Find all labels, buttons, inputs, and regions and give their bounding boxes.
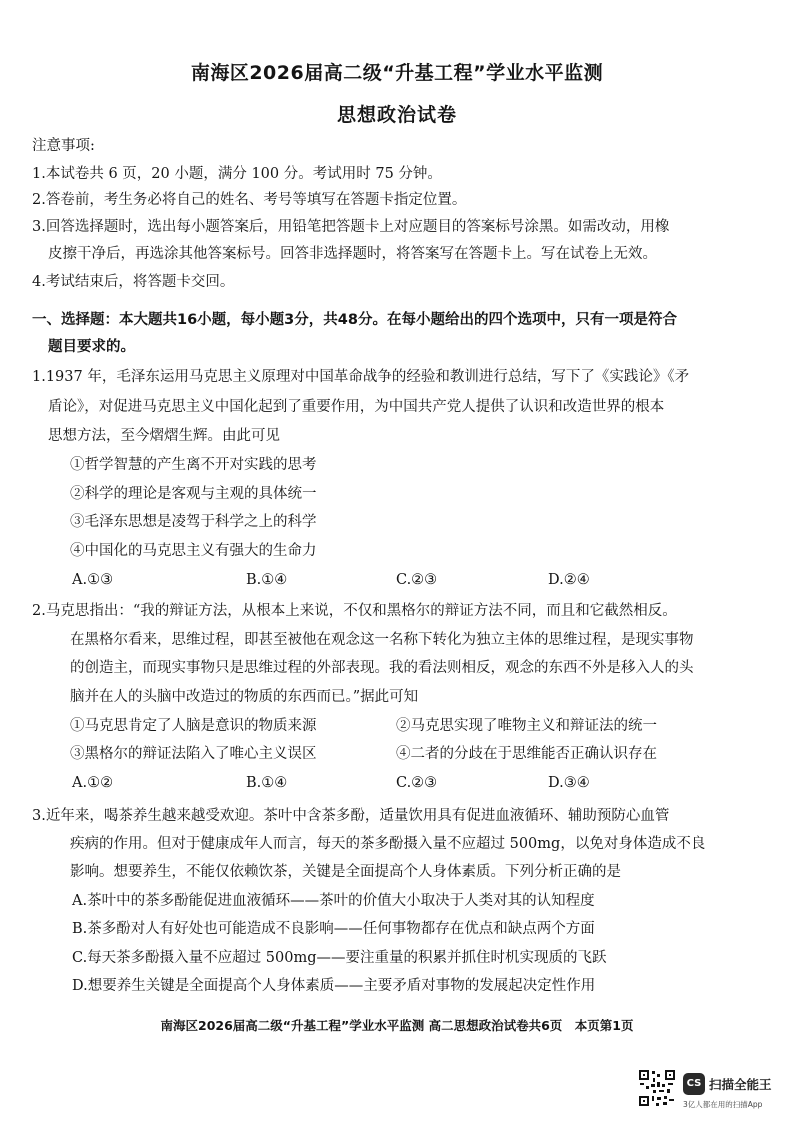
answer-option: D.②④ (548, 572, 590, 588)
question-stem: 2.马克思指出：“我的辩证方法，从根本上来说，不仅和黑格尔的辩证方法不同，而且和它截然相反。 (32, 603, 677, 619)
camscanner-logo-icon: CS (683, 1073, 705, 1095)
question-stem: 疾病的作用。但对于健康成年人而言，每天的茶多酚摄入量不应超过 500mg，以免对身体造成不良 (70, 836, 706, 852)
page-footer: 南海区2026届高二级“升基工程”学业水平监测 高二思想政治试卷共6页 本页第1页 (160, 1018, 634, 1033)
answer-option: B.茶多酚对人有好处也可能造成不良影响——任何事物都存在优点和缺点两个方面 (72, 921, 595, 937)
answer-option: C.②③ (396, 775, 438, 791)
statement-item: ④二者的分歧在于思维能否正确认识存在 (396, 746, 657, 762)
question-stem: 的创造主，而现实事物只是思维过程的外部表现。我的看法则相反，观念的东西不外是移入人的头 (70, 660, 694, 676)
statement-item: ②科学的理论是客观与主观的具体统一 (70, 486, 317, 502)
answer-option: B.①④ (246, 572, 288, 588)
exam-subtitle: 思想政治试卷 (336, 104, 457, 126)
notice-item: 皮擦干净后，再选涂其他答案标号。回答非选择题时，将答案写在答题卡上。写在试卷上无效。 (48, 246, 657, 262)
notice-heading: 注意事项: (32, 138, 95, 154)
answer-option: D.想要养生关键是全面提高个人身体素质——主要矛盾对事物的发展起决定性作用 (72, 978, 596, 994)
question-stem: 思想方法，至今熠熠生辉。由此可见 (48, 428, 280, 444)
statement-item: ④中国化的马克思主义有强大的生命力 (70, 543, 317, 559)
statement-item: ①马克思肯定了人脑是意识的物质来源 (70, 718, 317, 734)
question-stem: 影响。想要养生，不能仅依赖饮茶，关键是全面提高个人身体素质。下列分析正确的是 (70, 864, 621, 880)
section-heading: 一、选择题：本大题共16小题，每小题3分，共48分。在每小题给出的四个选项中，只有一项是符合 (32, 312, 677, 328)
exam-title: 南海区2026届高二级“升基工程”学业水平监测 (190, 62, 604, 84)
notice-item: 1.本试卷共 6 页，20 小题，满分 100 分。考试用时 75 分钟。 (32, 166, 442, 182)
answer-option: C.每天茶多酚摄入量不应超过 500mg——要注重量的积累并抓住时机实现质的飞跃 (72, 950, 607, 966)
answer-option: B.①④ (246, 775, 288, 791)
question-stem: 在黑格尔看来，思维过程，即甚至被他在观念这一名称下转化为独立主体的思维过程，是现实事物 (70, 632, 694, 648)
answer-option: C.②③ (396, 572, 438, 588)
answer-option: A.茶叶中的茶多酚能促进血液循环——茶叶的价值大小取决于人类对其的认知程度 (72, 893, 595, 909)
notice-item: 4.考试结束后，将答题卡交回。 (32, 274, 235, 290)
notice-item: 2.答卷前，考生务必将自己的姓名、考号等填写在答题卡指定位置。 (32, 192, 467, 208)
answer-option: D.③④ (548, 775, 590, 791)
camscanner-app-name: 扫描全能王 (709, 1077, 772, 1092)
question-stem: 盾论》，对促进马克思主义中国化起到了重要作用，为中国共产党人提供了认识和改造世界的根本 (48, 399, 665, 415)
statement-item: ①哲学智慧的产生离不开对实践的思考 (70, 457, 317, 473)
notice-item: 3.回答选择题时，选出每小题答案后，用铅笔把答题卡上对应题目的答案标号涂黑。如需改动，用橡 (32, 219, 670, 235)
answer-option: A.①③ (72, 572, 114, 588)
qr-code-icon (638, 1069, 676, 1107)
statement-item: ②马克思实现了唯物主义和辩证法的统一 (396, 718, 657, 734)
statement-item: ③黑格尔的辩证法陷入了唯心主义误区 (70, 746, 317, 762)
camscanner-tagline: 3亿人都在用的扫描App (683, 1100, 763, 1109)
question-stem: 脑并在人的头脑中改造过的物质的东西而已。”据此可知 (70, 689, 419, 705)
answer-option: A.①② (72, 775, 114, 791)
statement-item: ③毛泽东思想是凌驾于科学之上的科学 (70, 514, 317, 530)
section-heading: 题目要求的。 (48, 339, 135, 355)
question-stem: 3.近年来，喝茶养生越来越受欢迎。茶叶中含茶多酚，适量饮用具有促进血液循环、辅助预防心血管 (32, 808, 670, 824)
question-stem: 1.1937 年，毛泽东运用马克思主义原理对中国革命战争的经验和教训进行总结，写下了《实践论》《矛 (32, 369, 690, 385)
